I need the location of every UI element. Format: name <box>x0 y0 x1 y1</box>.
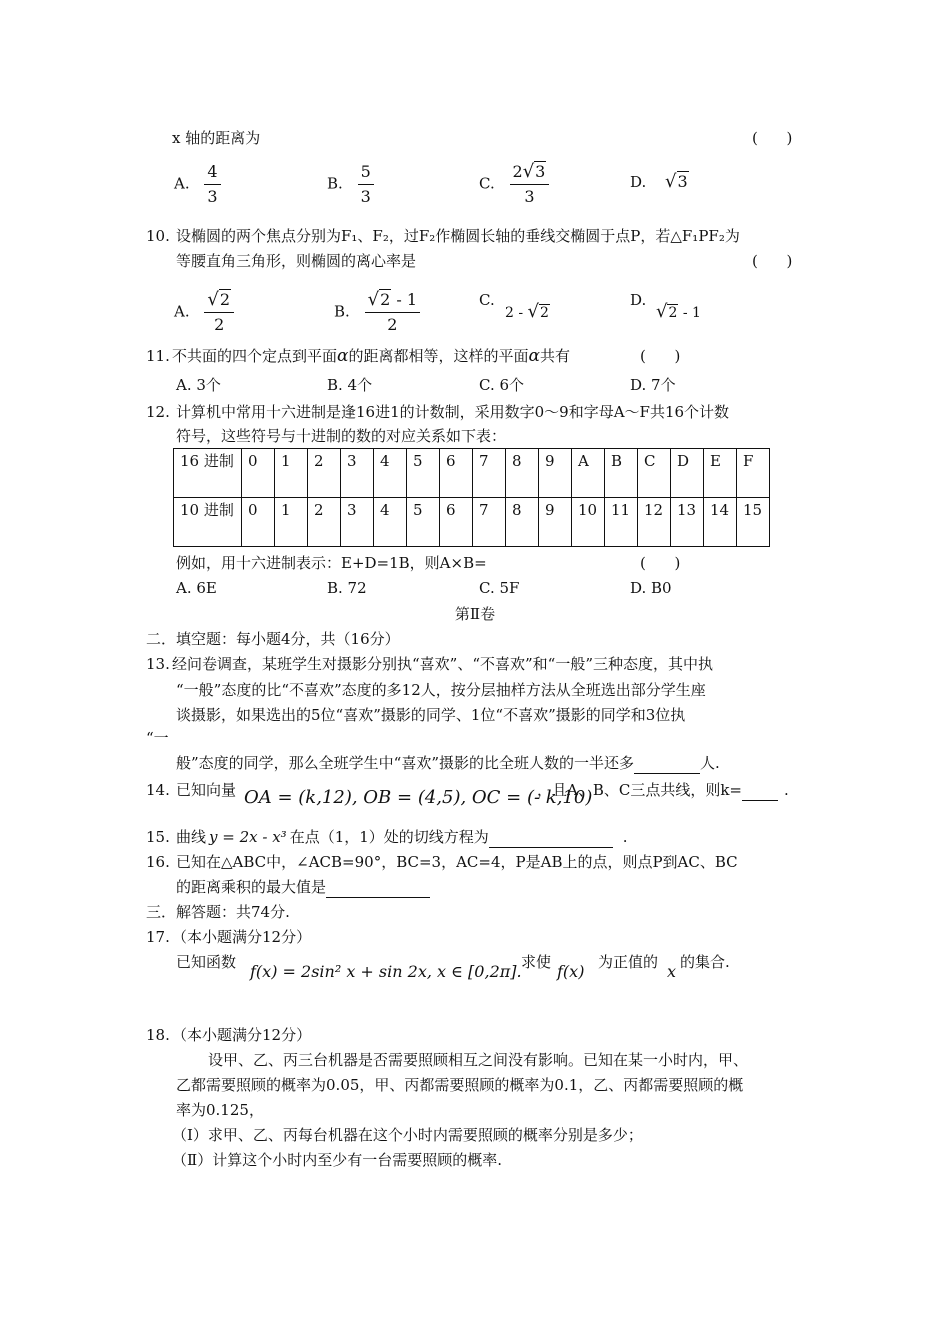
q12-answer-paren: ( ) <box>640 554 681 572</box>
q10-line1: 设椭圆的两个焦点分别为F₁、F₂，过F₂作椭圆长轴的垂线交椭圆于点P，若△F₁PF₂为 <box>176 227 740 245</box>
q12-option-d: D. B0 <box>630 579 672 597</box>
q13-line3: 谈摄影，如果选出的5位“喜欢”摄影的同学、1位“不喜欢”摄影的同学和3位执 <box>176 706 686 724</box>
q18-line3: 率为0.125， <box>176 1101 264 1119</box>
q9-option-a: A. $\frac{4}{3}$ <box>174 162 221 207</box>
q17-number: 17. <box>146 928 170 946</box>
q13-line2: “一般”态度的比“不喜欢”态度的多12人，按分层抽样方法从全班选出部分学生座 <box>176 681 706 699</box>
q10-option-c: C. <box>479 291 495 309</box>
q10-option-d: D. <box>630 291 647 309</box>
q13-line1: 经问卷调查，某班学生对摄影分别执“喜欢”、“不喜欢”和“一般”三种态度，其中执 <box>172 655 714 673</box>
q15-number: 15. <box>146 828 170 846</box>
q12-line2: 符号，这些符号与十进制的数的对应关系如下表： <box>176 427 507 445</box>
q17-x: x <box>667 962 677 981</box>
q18-line1: 设甲、乙、丙三台机器是否需要照顾相互之间没有影响。已知在某一小时内，甲、 <box>208 1051 749 1069</box>
part-heading-solutions: 三．解答题：共74分. <box>146 903 290 921</box>
q11-stem: 不共面的四个定点到平面α的距离都相等，这样的平面α共有 <box>172 346 571 366</box>
q9-option-c: C. $\frac{2√3}{3}$ <box>479 162 549 207</box>
q11-option-a: A. 3个 <box>176 376 221 394</box>
q17-fx: f(x) <box>557 962 585 981</box>
q13-line5: 般”态度的同学，那么全班学生中“喜欢”摄影的比全班人数的一半还多 人. <box>176 754 720 772</box>
q10-option-a: A. $\frac{√2}{2}$ <box>174 290 234 335</box>
q12-option-c: C. 5F <box>479 579 520 597</box>
q16-line2: 的距离乘积的最大值是 <box>176 877 430 898</box>
q18-score: （本小题满分12分） <box>172 1026 312 1044</box>
q9-option-b: B. $\frac{5}{3}$ <box>327 162 374 207</box>
table-row: 10 进制 0 1 2 3 4 5 6 7 8 9 10 11 12 13 14 15 <box>174 498 770 547</box>
q14-stem: ，且A、B、C三点共线，则k= . <box>537 781 789 799</box>
q17-score: （本小题满分12分） <box>172 928 312 946</box>
q14-number: 14. <box>146 781 170 799</box>
q10-option-b: B. $\frac{√2 - 1}{2}$ <box>334 290 420 335</box>
q10-option-c-value: 2 - √2 <box>505 301 549 322</box>
q18-part2: （Ⅱ）计算这个小时内至少有一台需要照顾的概率. <box>172 1151 502 1169</box>
q16-number: 16. <box>146 853 170 871</box>
q14-answer-blank[interactable] <box>742 780 778 801</box>
q14-text-a: 已知向量 <box>176 781 237 799</box>
q9-option-d: D. √3 <box>630 171 688 192</box>
q12-line1: 计算机中常用十六进制是逢16进1的计数制，采用数字0～9和字母A～F共16个计数 <box>176 403 730 421</box>
table-row: 16 进制 0 1 2 3 4 5 6 7 8 9 A B C D E F <box>174 449 770 498</box>
q11-answer-paren: ( ) <box>640 347 681 365</box>
q10-line2: 等腰直角三角形，则椭圆的离心率是 <box>176 252 417 270</box>
q11-option-d: D. 7个 <box>630 376 676 394</box>
q10-number: 10. <box>146 227 170 245</box>
table-row-header: 10 进制 <box>174 498 242 547</box>
q14-formula: OA = (k,12), OB = (4,5), OC = (- k,10) <box>244 787 593 808</box>
q15-answer-blank[interactable] <box>489 827 613 848</box>
q18-line2: 乙都需要照顾的概率为0.05，甲、丙都需要照顾的概率为0.1，乙、丙都需要照顾的概 <box>176 1076 744 1094</box>
q13-answer-blank[interactable] <box>634 753 700 774</box>
part-heading-fill-in: 二．填空题：每小题4分，共（16分） <box>146 630 400 648</box>
q11-option-c: C. 6个 <box>479 376 525 394</box>
q15-stem: 曲线 y = 2x - x³ 在点（1，1）处的切线方程为 . <box>176 828 628 846</box>
q17-text-c: 为正值的 <box>598 953 659 971</box>
q18-number: 18. <box>146 1026 170 1044</box>
q16-answer-blank[interactable] <box>326 877 430 898</box>
q9-answer-paren: ( ) <box>752 129 793 147</box>
q10-option-d-value: √2 - 1 <box>656 301 701 322</box>
q18-part1: （Ⅰ）求甲、乙、丙每台机器在这个小时内需要照顾的概率分别是多少； <box>172 1126 643 1144</box>
q16-line1: 已知在△ABC中，∠ACB=90°，BC=3，AC=4，P是AB上的点，则点P到AC、BC <box>176 853 738 871</box>
q13-line4: “一 <box>146 729 169 747</box>
q17-formula: f(x) = 2sin² x + sin 2x, x ∈ [0,2π]. <box>250 962 522 981</box>
q12-option-a: A. 6E <box>176 579 217 597</box>
q11-number: 11. <box>146 347 170 365</box>
q17-text-b: 求使 <box>521 953 552 971</box>
q17-text-d: 的集合. <box>680 953 730 971</box>
q12-option-b: B. 72 <box>327 579 367 597</box>
section-title: 第Ⅱ卷 <box>454 605 496 623</box>
q17-text-a: 已知函数 <box>176 953 237 971</box>
q9-stem-tail: x 轴的距离为 <box>172 129 261 147</box>
q13-number: 13. <box>146 655 170 673</box>
q11-option-b: B. 4个 <box>327 376 373 394</box>
q12-number: 12. <box>146 403 170 421</box>
hex-decimal-table <box>173 448 770 547</box>
q10-answer-paren: ( ) <box>752 252 793 270</box>
table-row-header: 16 进制 <box>174 449 242 498</box>
q12-example: 例如，用十六进制表示：E+D=1B，则A×B= <box>176 554 487 572</box>
